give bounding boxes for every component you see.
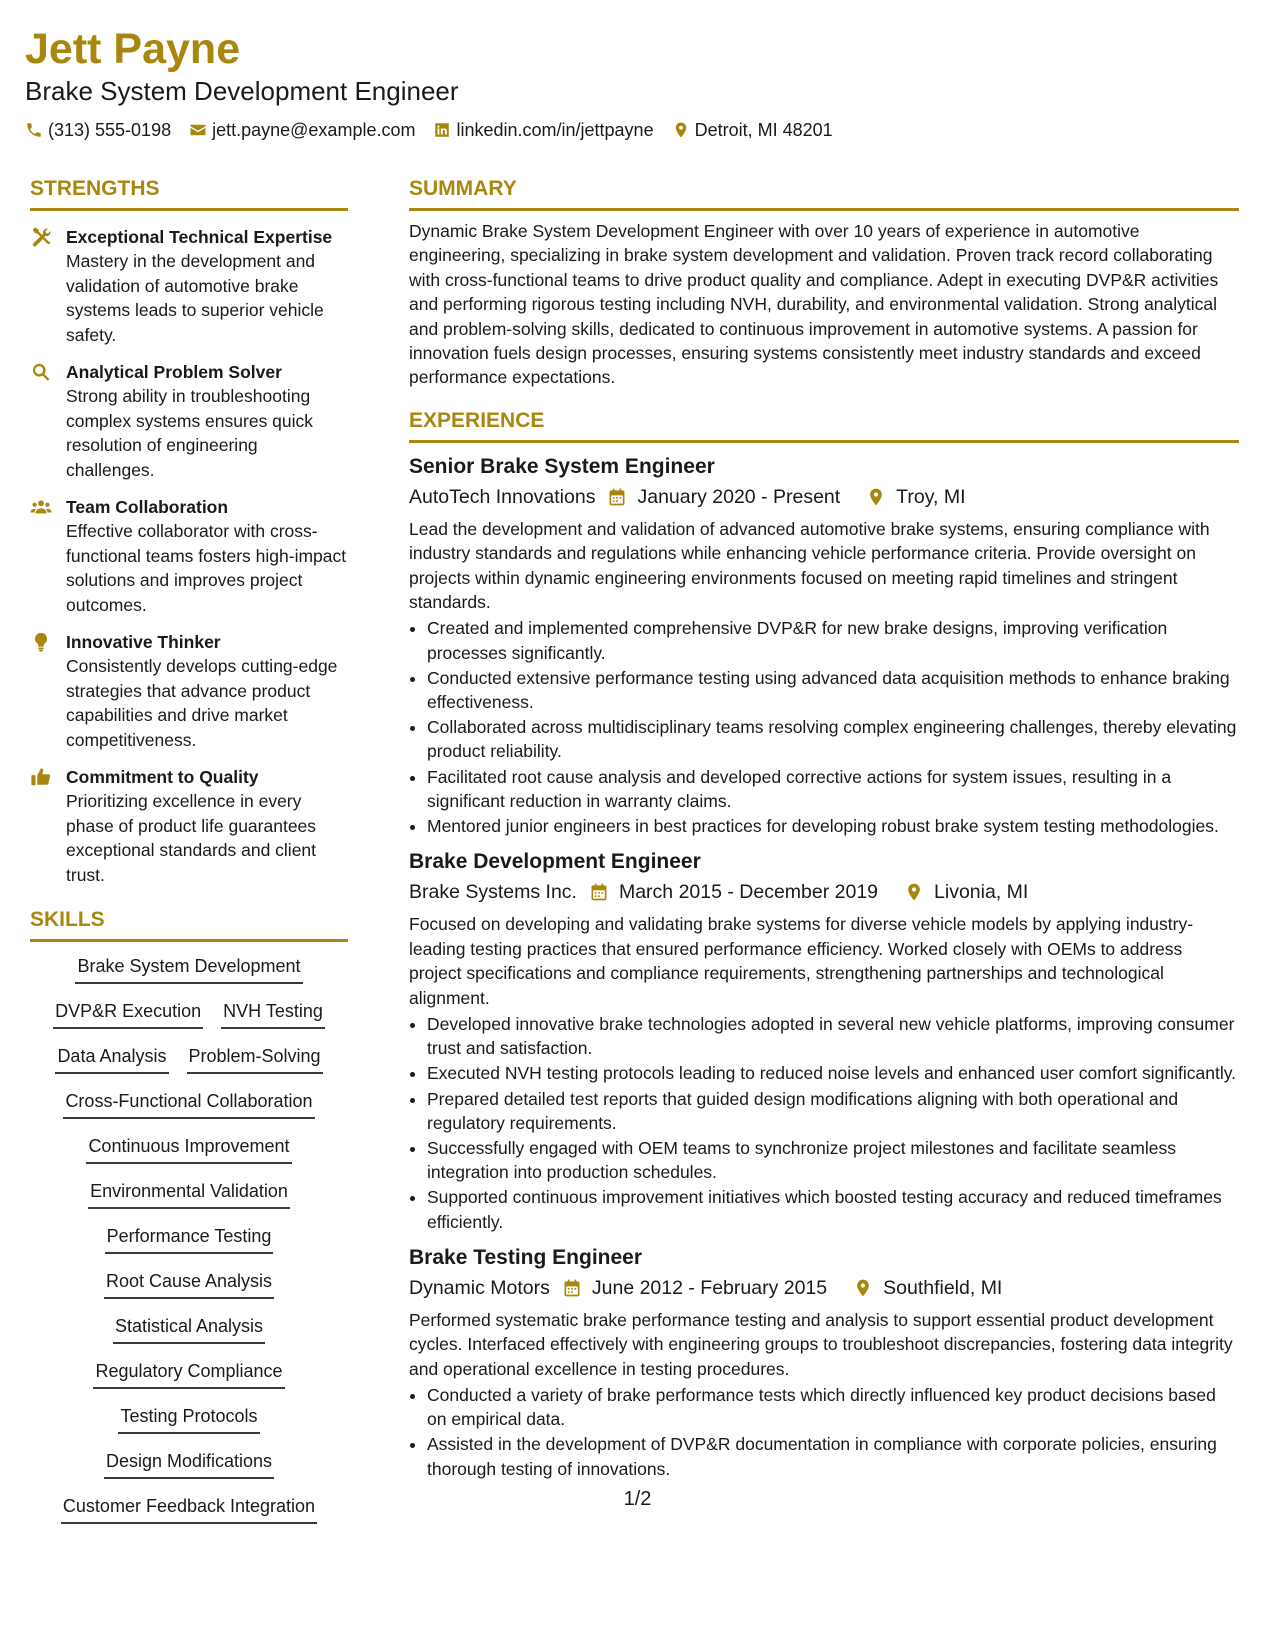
job-bullet: • Executed NVH testing protocols leading to reduced noise levels and enhanced user comfort significantly. (427, 1061, 1239, 1085)
job-bullet: • Developed innovative brake technologies adopted in several new vehicle platforms, improving consumer trust and satisfaction. (427, 1012, 1239, 1060)
users-icon (30, 496, 52, 518)
job-title: Senior Brake System Engineer (409, 454, 715, 478)
strength-desc: Strong ability in troubleshooting complex systems ensures quick resolution of engineering challenges. (66, 386, 314, 480)
job-meta (409, 879, 1239, 905)
job-meta (409, 484, 1239, 510)
strength-item (30, 225, 348, 347)
job-location: Livonia, MI (934, 881, 1029, 904)
experience-heading: EXPERIENCE (409, 408, 1239, 443)
resume-header (25, 24, 1245, 141)
skills-section (30, 907, 348, 1537)
company-name: Brake Systems Inc. (409, 881, 577, 904)
job-bullet: • Collaborated across multidisciplinary teams resolving complex engineering challenges, thereby elevating product reliability. (427, 715, 1239, 763)
linkedin-text: linkedin.com/in/jettpayne (456, 120, 654, 140)
candidate-title: Brake System Development Engineer (25, 76, 459, 106)
skill-tag: Performance Testing (105, 1222, 274, 1254)
phone-text: (313) 555-0198 (48, 120, 172, 140)
job-description: Focused on developing and validating brake systems for diverse vehicle models by applying industry-leading testing practices that ensured performance efficiency. Worked closely with OEMs to address project specifications and compliance requirements, strengthening partnerships and technological alignment. (409, 914, 1194, 1008)
strength-desc: Prioritizing excellence in every phase of product life guarantees exceptional standards and client trust. (66, 791, 317, 885)
map-pin-icon (841, 1278, 883, 1298)
job-bullet: • Prepared detailed test reports that guided design modifications aligning with both operational and regulatory requirements. (427, 1087, 1239, 1135)
calendar-icon (595, 487, 637, 507)
map-pin-icon (854, 487, 896, 507)
strength-title: Commitment to Quality (66, 767, 259, 787)
strength-desc: Effective collaborator with cross-functional teams fosters high-impact solutions and improves project outcomes. (66, 521, 347, 615)
page-number: 1/2 (623, 1488, 652, 1510)
job-bullet: • Conducted a variety of brake performance tests which directly influenced key product decisions based on empirical data. (427, 1383, 1239, 1431)
contact-linkedin[interactable] (433, 119, 653, 141)
strength-item (30, 495, 348, 617)
jobs-list (409, 453, 1239, 1481)
job-title: Brake Development Engineer (409, 850, 701, 874)
calendar-icon (577, 882, 619, 902)
contact-bar (25, 119, 1245, 141)
skill-tag: Continuous Improvement (86, 1132, 291, 1164)
strength-desc: Consistently develops cutting-edge strategies that advance product capabilities and drive market competitiveness. (66, 656, 338, 750)
contact-email[interactable] (189, 119, 415, 141)
job-bullet: • Supported continuous improvement initiatives which boosted testing accuracy and reduced timeframes efficiently. (427, 1185, 1239, 1233)
job-bullet: • Conducted extensive performance testing using advanced data acquisition methods to enhance braking effectiveness. (427, 666, 1239, 714)
job-bullets (409, 1383, 1239, 1481)
job-meta (409, 1275, 1239, 1301)
lightbulb-icon (30, 631, 52, 653)
company-name: Dynamic Motors (409, 1276, 550, 1299)
strength-title: Innovative Thinker (66, 632, 221, 652)
skill-tag: Root Cause Analysis (104, 1267, 274, 1299)
job-entry (409, 1244, 1239, 1481)
summary-text: Dynamic Brake System Development Engineer with over 10 years of experience in automotive engineering, specializing in brake system development and validation. Proven track record collaborating with cross-functional teams to drive product quality and compliance. Adept in executing DVP&R activities and performing rigorous testing including NVH, durability, and environmental validation. Strong analytical and problem-solving skills, dedicated to continuous improvement in automotive systems. A passion for innovation fuels design processes, ensuring systems consistently meet industry standards and exceed performance expectations. (409, 221, 1219, 388)
job-entry (409, 848, 1239, 1233)
job-bullet: • Facilitated root cause analysis and developed corrective actions for system issues, resulting in a significant reduction in warranty claims. (427, 765, 1239, 813)
skills-list (30, 952, 348, 1537)
calendar-icon (550, 1278, 592, 1298)
strengths-heading: STRENGTHS (30, 176, 348, 211)
skill-tag: NVH Testing (221, 997, 325, 1029)
envelope-icon (189, 121, 207, 139)
experience-section (409, 408, 1239, 1481)
skill-tag: Regulatory Compliance (93, 1357, 284, 1389)
job-bullet: • Assisted in the development of DVP&R documentation in compliance with corporate policies, ensuring thorough testing of innovations. (427, 1432, 1239, 1480)
skill-tag: Cross-Functional Collaboration (63, 1087, 314, 1119)
strengths-list (30, 225, 348, 887)
right-column (409, 176, 1239, 1482)
map-pin-icon (672, 121, 690, 139)
job-dates: March 2015 - December 2019 (618, 881, 879, 904)
strength-desc: Mastery in the development and validation of automotive brake systems leads to superior vehicle safety. (66, 251, 324, 345)
job-description: Lead the development and validation of advanced automotive brake systems, ensuring compliance with industry standards and regulations while enhancing vehicle performance criteria. Provide oversight on projects within dynamic engineering environments focused on meeting rapid timelines and stringent standards. (409, 518, 1210, 613)
strength-item (30, 630, 348, 752)
summary-heading: SUMMARY (409, 176, 1239, 211)
job-location: Troy, MI (896, 485, 966, 508)
skills-heading: SKILLS (30, 907, 348, 942)
skill-tag: DVP&R Execution (53, 997, 203, 1029)
skill-tag: Brake System Development (75, 952, 302, 984)
strength-item (30, 765, 348, 887)
job-title: Brake Testing Engineer (409, 1245, 643, 1269)
phone-icon (25, 121, 43, 139)
skill-tag: Design Modifications (104, 1447, 274, 1479)
job-dates: June 2012 - February 2015 (591, 1276, 828, 1299)
job-location: Southfield, MI (883, 1276, 1003, 1299)
skill-tag: Customer Feedback Integration (61, 1492, 317, 1524)
job-entry (409, 453, 1239, 838)
email-text: jett.payne@example.com (212, 120, 416, 140)
strength-title: Analytical Problem Solver (66, 362, 282, 382)
job-dates: January 2020 - Present (637, 485, 841, 508)
left-column (30, 176, 348, 1537)
location-text: Detroit, MI 48201 (694, 120, 833, 140)
job-bullet: • Successfully engaged with OEM teams to synchronize project milestones and facilitate seamless integration into production schedules. (427, 1136, 1239, 1184)
contact-phone (25, 119, 171, 141)
job-bullets (409, 616, 1239, 838)
job-bullet: • Mentored junior engineers in best practices for developing robust brake system testing methodologies. (427, 814, 1239, 838)
search-icon (30, 361, 52, 383)
thumbs-up-icon (30, 766, 52, 788)
job-bullets (409, 1012, 1239, 1234)
candidate-name: Jett Payne (25, 25, 241, 73)
skill-tag: Testing Protocols (118, 1402, 259, 1434)
company-name: AutoTech Innovations (409, 485, 596, 508)
tools-icon (30, 226, 52, 248)
skill-tag: Statistical Analysis (113, 1312, 265, 1344)
strength-title: Exceptional Technical Expertise (66, 227, 333, 247)
linkedin-icon (433, 121, 451, 139)
skill-tag: Problem-Solving (187, 1042, 323, 1074)
strength-item (30, 360, 348, 482)
job-bullet: • Created and implemented comprehensive DVP&R for new brake designs, improving verification processes significantly. (427, 616, 1239, 664)
strength-title: Team Collaboration (66, 497, 229, 517)
map-pin-icon (892, 882, 934, 902)
job-description: Performed systematic brake performance testing and analysis to support essential product development cycles. Interfaced effectively with engineering groups to troubleshoot discrepancies, fostering data integrity and operational excellence in testing procedures. (409, 1309, 1233, 1379)
skill-tag: Environmental Validation (88, 1177, 290, 1209)
contact-location (672, 119, 833, 141)
skill-tag: Data Analysis (55, 1042, 168, 1074)
